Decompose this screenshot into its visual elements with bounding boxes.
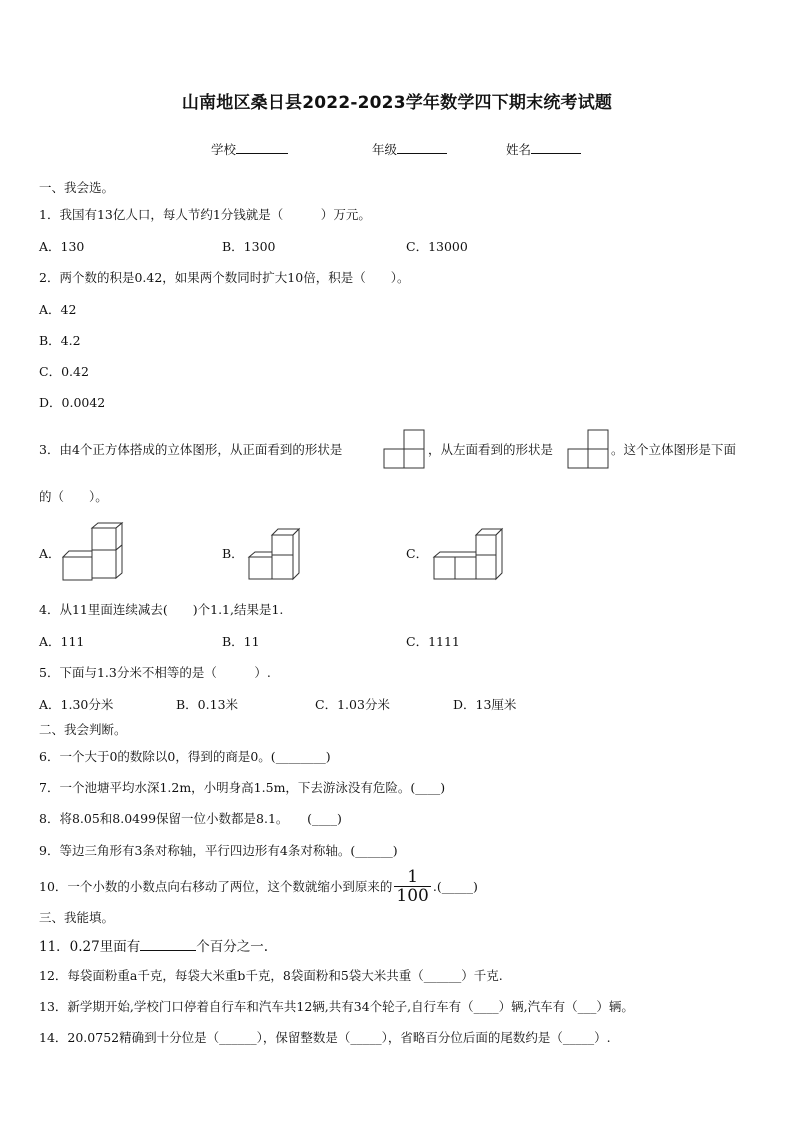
fraction-numerator: 1 [394,868,430,887]
q2-option-d[interactable]: D．0.0042 [39,395,106,410]
q4-option-c[interactable]: C．1111 [406,634,460,649]
question-3-part3: 。这个立体图形是下面 [611,442,737,457]
question-5: 5．下面与1.3分米不相等的是（ ）. [39,665,271,680]
q4-option-b[interactable]: B．11 [222,634,260,649]
section-heading-1: 一、我会选。 [39,180,115,195]
left-view-square [588,449,608,468]
q1-option-c[interactable]: C．13000 [406,239,468,254]
question-9: 9．等边三角形有3条对称轴，平行四边形有4条对称轴。(______) [39,843,398,858]
school-blank[interactable] [236,141,288,154]
question-10-tail: .(_____) [432,878,478,894]
q3-option-a-figure [62,522,126,584]
q2-option-a[interactable]: A．42 [39,302,77,317]
front-view-figure [383,429,427,469]
q5-option-c[interactable]: C．1.03分米 [315,697,390,712]
q5-option-d[interactable]: D．13厘米 [453,697,517,712]
question-1: 1．我国有13亿人口，每人节约1分钱就是（ ）万元。 [39,207,371,222]
q2-option-b[interactable]: B．4.2 [39,333,81,348]
section-heading-2: 二、我会判断。 [39,722,127,737]
question-7: 7．一个池塘平均水深1.2m，小明身高1.5m，下去游泳没有危险。(____) [39,780,446,795]
front-view-square [384,449,404,468]
q3-option-c[interactable]: C． [406,546,429,561]
question-11-pre: 11．0.27里面有 [39,939,141,955]
name-blank[interactable] [531,141,581,154]
question-14: 14．20.0752精确到十分位是（______），保留整数是（_____），省略百分位后面的尾数约是（_____）. [39,1030,611,1045]
left-view-square [568,449,588,468]
question-2: 2．两个数的积是0.42，如果两个数同时扩大10倍，积是（ ）。 [39,270,410,285]
page-title: 山南地区桑日县2022-2023学年数学四下期末统考试题 [181,93,613,113]
grade-blank[interactable] [397,141,447,154]
q1-option-a[interactable]: A．130 [39,239,85,254]
question-10 [39,868,478,905]
fraction-one-hundredth [394,868,430,905]
fraction-denominator: 100 [396,886,429,906]
name-field[interactable] [506,141,581,158]
question-4: 4．从11里面连续减去( )个1.1,结果是1. [39,602,284,617]
question-6: 6．一个大于0的数除以0，得到的商是0。(________) [39,749,331,764]
name-label: 姓名 [506,142,532,157]
question-10-text: 10．一个小数的小数点向右移动了两位，这个数就缩小到原来的 [39,878,393,894]
question-8: 8．将8.05和8.0499保留一位小数都是8.1。 (____) [39,811,342,826]
left-view-figure [567,429,611,469]
q1-option-b[interactable]: B．1300 [222,239,276,254]
q3-option-b[interactable]: B． [222,546,244,561]
q3-option-b-figure [247,527,303,581]
front-view-square [404,430,424,449]
q5-option-a[interactable]: A．1.30分米 [39,697,114,712]
question-3-part1: 3．由4个正方体搭成的立体图形，从正面看到的形状是 [39,442,343,457]
school-field[interactable] [211,141,288,158]
grade-field[interactable] [372,141,447,158]
section-heading-3: 三、我能填。 [39,910,115,925]
question-3-line2: 的（ ）。 [39,489,108,504]
question-12: 12．每袋面粉重a千克，每袋大米重b千克，8袋面粉和5袋大米共重（______）千克. [39,968,503,983]
grade-label: 年级 [372,142,398,157]
question-3-part2: ，从左面看到的形状是 [428,442,554,457]
question-11 [39,935,268,955]
front-view-square [404,449,424,468]
q3-option-c-figure [432,527,504,581]
question-11-post: 个百分之一. [196,939,269,955]
q11-answer-blank[interactable] [140,938,196,951]
q3-option-a[interactable]: A． [39,546,61,561]
q5-option-b[interactable]: B．0.13米 [176,697,239,712]
q2-option-c[interactable]: C．0.42 [39,364,89,379]
q4-option-a[interactable]: A．111 [39,634,85,649]
question-13: 13．新学期开始,学校门口停着自行车和汽车共12辆,共有34个轮子,自行车有（____）辆,汽车有（___）辆。 [39,999,634,1014]
left-view-square [588,430,608,449]
school-label: 学校 [211,142,237,157]
